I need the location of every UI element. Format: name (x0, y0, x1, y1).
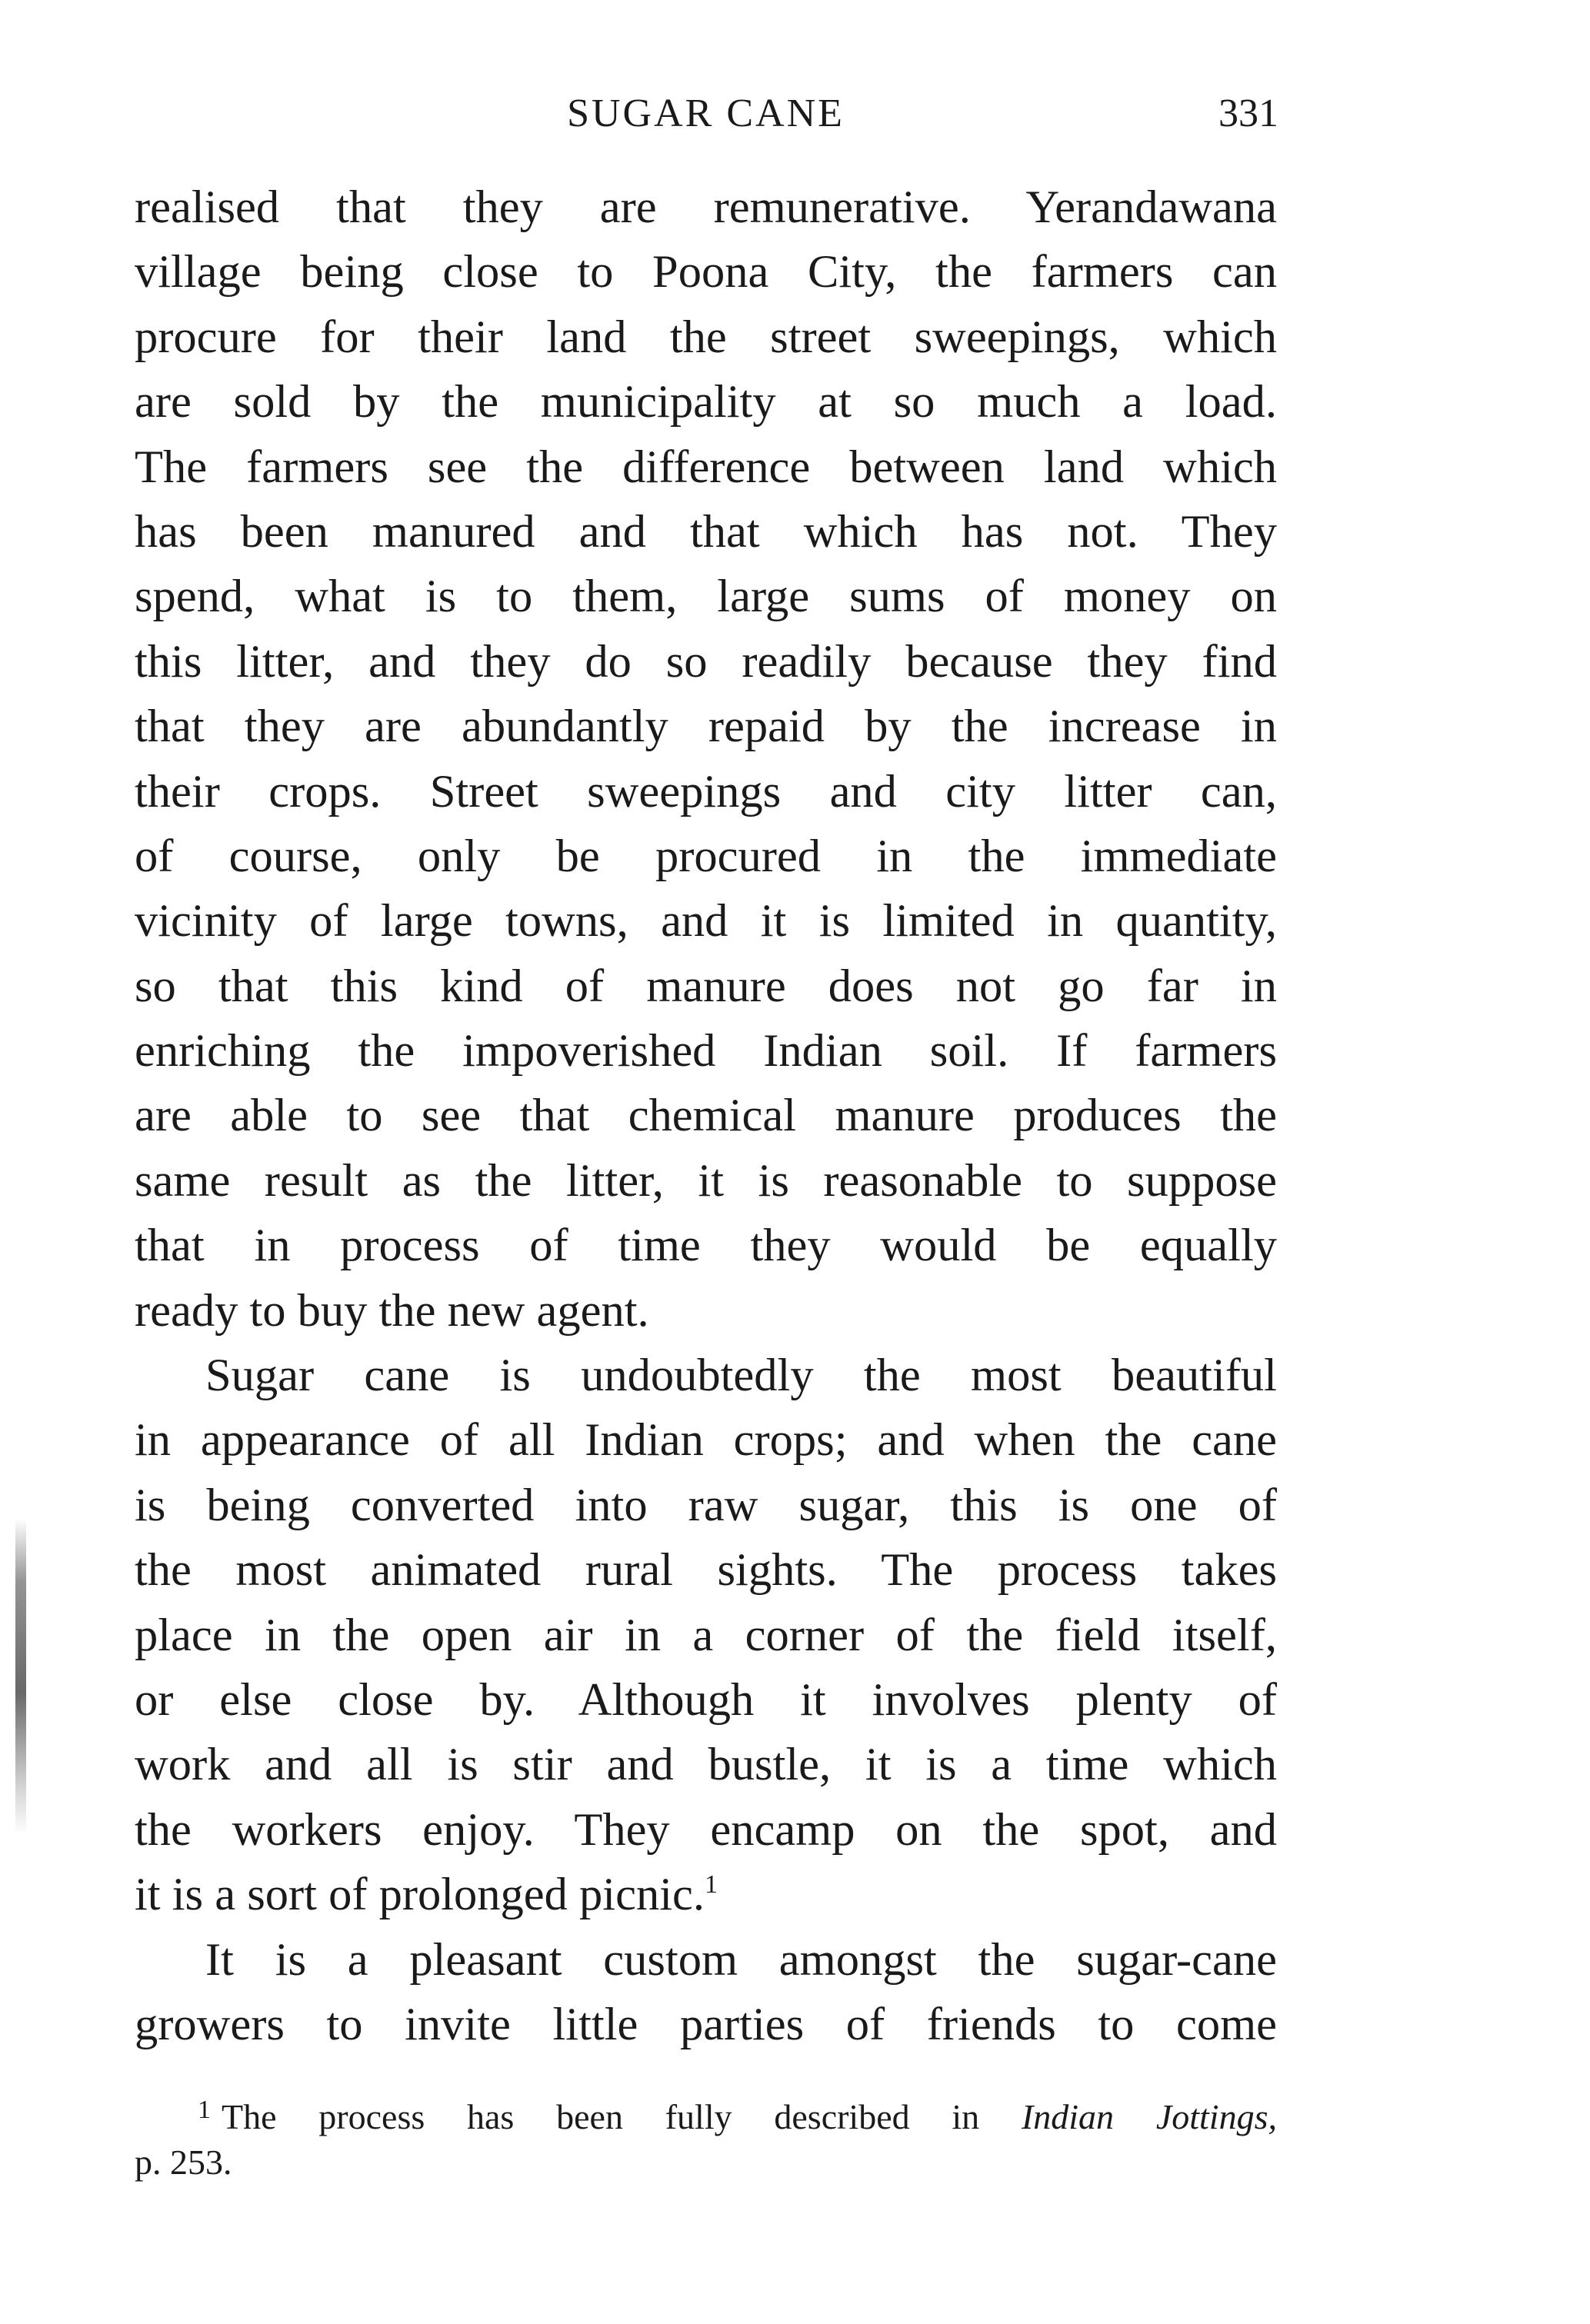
footnote-reference: 1 (704, 1870, 718, 1899)
text-line: of course, only be procured in the immediate (135, 830, 1277, 882)
text-line: that they are abundantly repaid by the increase in (135, 701, 1277, 753)
text-line: vicinity of large towns, and it is limited in quantity, (135, 895, 1277, 947)
footnote-line (135, 2084, 1277, 2136)
text-line: are sold by the municipality at so much a load. (135, 376, 1277, 428)
text-line: that in process of time they would be equally (135, 1220, 1277, 1272)
text-line: is being converted into raw sugar, this is one of (135, 1479, 1277, 1531)
text-line: in appearance of all Indian crops; and when the cane (135, 1414, 1277, 1467)
text-line: has been manured and that which has not. They (135, 505, 1277, 558)
body-text (135, 175, 1277, 2057)
footnote-text: The process has been fully described in (222, 2097, 1022, 2136)
text-line: their crops. Street sweepings and city litter can, (135, 765, 1277, 817)
footnote-continuation: p. 253. (135, 2143, 232, 2182)
page-number: 331 (1218, 92, 1278, 135)
text-line: are able to see that chemical manure produces the (135, 1090, 1277, 1142)
text-line: village being close to Poona City, the farmers can (135, 246, 1277, 298)
text-line: or else close by. Although it involves plenty of (135, 1673, 1277, 1726)
text-line: so that this kind of manure does not go far in (135, 960, 1277, 1012)
running-title: SUGAR CANE (567, 92, 845, 135)
scan-margin-shadow (15, 1519, 26, 1834)
text-line: procure for their land the street sweepings, which (135, 311, 1277, 363)
text-line: same result as the litter, it is reasonable to suppose (135, 1154, 1277, 1207)
text-line: growers to invite little parties of friends to come (135, 1998, 1277, 2050)
paragraph-first-line: Sugar cane is undoubtedly the most beautiful (205, 1350, 1277, 1402)
text-line: realised that they are remunerative. Yerandawana (135, 181, 1277, 233)
text-line-with-note (135, 1863, 1277, 1927)
footnote-book-title: Indian Jottings, (1021, 2097, 1277, 2136)
text-line: place in the open air in a corner of the field itself, (135, 1609, 1277, 1661)
paragraph-first-line: It is a pleasant custom amongst the sugar-cane (205, 1933, 1277, 1986)
text-line: the workers enjoy. They encamp on the spot, and (135, 1803, 1277, 1856)
footnote (135, 2084, 1277, 2189)
text-line-content: it is a sort of prolonged picnic. (135, 1869, 705, 1921)
text-line: work and all is stir and bustle, it is a time which (135, 1739, 1277, 1791)
footnote-mark: 1 (198, 2096, 211, 2124)
text-line: the most animated rural sights. The process takes (135, 1544, 1277, 1597)
text-line: ready to buy the new agent. (135, 1284, 649, 1337)
text-line: spend, what is to them, large sums of money on (135, 571, 1277, 623)
text-line: enriching the impoverished Indian soil. If farmers (135, 1025, 1277, 1077)
text-line: The farmers see the difference between land which (135, 441, 1277, 493)
text-line: this litter, and they do so readily because they find (135, 635, 1277, 688)
